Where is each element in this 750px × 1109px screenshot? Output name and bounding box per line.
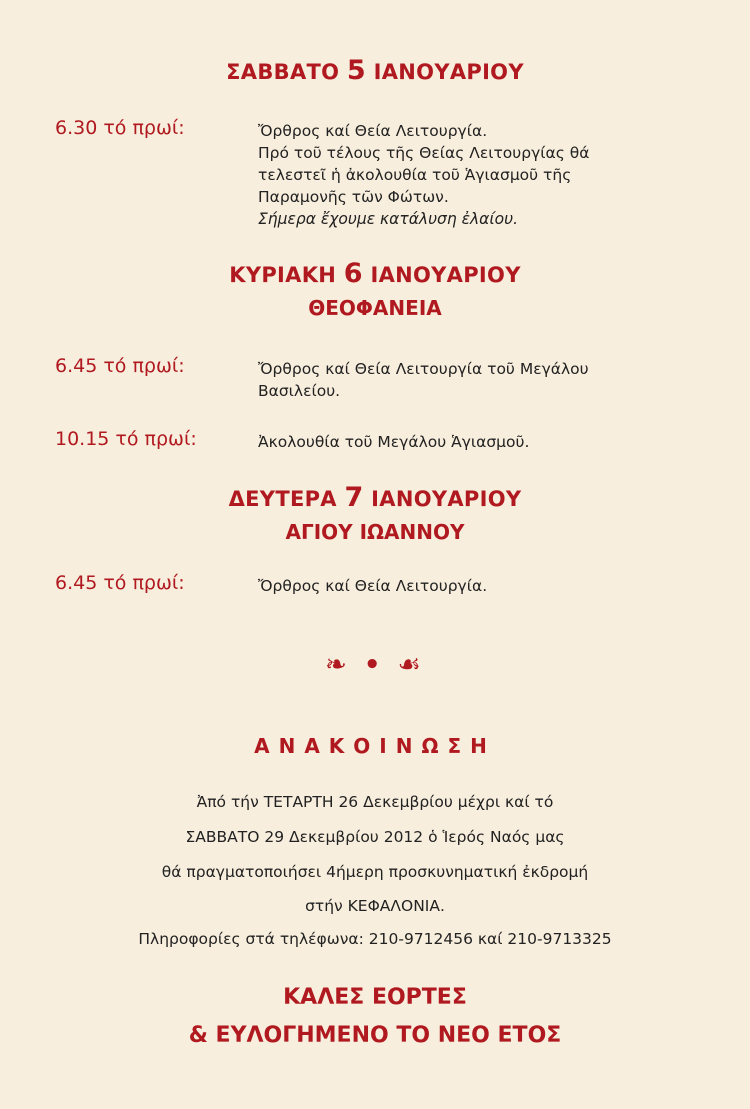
day2-heading-number: 6 <box>343 258 363 289</box>
day2-feast-title: ΘΕΟΦΑΝΕΙΑ <box>308 296 442 320</box>
day1-heading <box>0 55 750 86</box>
day2-heading <box>0 258 750 289</box>
day1-time: 6.30 τό πρωί: <box>55 117 185 139</box>
closing-greeting-1: ΚΑΛΕΣ ΕΟΡΤΕΣ <box>283 985 467 1010</box>
day2-description-2: Ἀκολουθία τοῦ Μεγάλου Ἁγιασμοῦ. <box>258 433 530 451</box>
day3-heading-number: 7 <box>344 482 364 513</box>
day3-time: 6.45 τό πρωί: <box>55 572 185 594</box>
announcement-phone-line: Πληροφορίες στά τηλέφωνα: 210-9712456 καί 210-9713325 <box>138 930 612 948</box>
day3-description: Ὄρθρος καί Θεία Λειτουργία. <box>258 577 488 595</box>
day1-line: Παραμονῆς τῶν Φώτων. <box>258 188 449 206</box>
day2-time-2: 10.15 τό πρωί: <box>55 428 197 450</box>
day1-heading-month: ΙΑΝΟΥΑΡΙΟΥ <box>366 60 524 84</box>
day3-heading <box>0 482 750 513</box>
day3-heading-weekday: ΔΕΥΤΕΡΑ <box>228 487 345 511</box>
day2-line: Ὄρθρος καί Θεία Λειτουργία τοῦ Μεγάλου <box>258 360 589 378</box>
day3-saint-title: ΑΓΙΟΥ ΙΩΑΝΝΟΥ <box>285 520 465 544</box>
day1-heading-number: 5 <box>346 55 367 86</box>
day1-line: τελεστεῖ ἡ ἀκολουθία τοῦ Ἁγιασμοῦ τῆς <box>258 166 572 184</box>
day2-heading-month: ΙΑΝΟΥΑΡΙΟΥ <box>362 263 521 287</box>
day2-time-1: 6.45 τό πρωί: <box>55 355 185 377</box>
fleuron-ornament-icon: ❧ • ☙ <box>325 650 425 680</box>
closing-greeting-2: & ΕΥΛΟΓΗΜΕΝΟ ΤΟ ΝΕΟ ΕΤΟΣ <box>188 1023 562 1048</box>
day1-fasting-note: Σήμερα ἔχουμε κατάλυση ἐλαίου. <box>258 210 519 228</box>
day1-line: Ὄρθρος καί Θεία Λειτουργία. <box>258 122 488 140</box>
announcement-line: θά πραγματοποιήσει 4ήμερη προσκυνηματική ἐκδρομή <box>161 863 589 881</box>
announcement-line: στήν ΚΕΦΑΛΟΝΙΑ. <box>305 897 445 915</box>
day2-line: Βασιλείου. <box>258 382 341 400</box>
day1-description <box>258 120 698 230</box>
day2-heading-weekday: ΚΥΡΙΑΚΗ <box>229 263 344 287</box>
announcement-line: ΣΑΒΒΑΤΟ 29 Δεκεμβρίου 2012 ὁ Ἱερός Ναός μας <box>185 828 565 846</box>
day1-line: Πρό τοῦ τέλους τῆς Θείας Λειτουργίας θά <box>258 144 590 162</box>
day2-description-1 <box>258 358 698 402</box>
day1-heading-weekday: ΣΑΒΒΑΤΟ <box>226 60 347 84</box>
announcement-title: ΑΝΑΚΟΙΝΩΣΗ <box>254 734 496 758</box>
day3-heading-month: ΙΑΝΟΥΑΡΙΟΥ <box>363 487 522 511</box>
announcement-line: Ἀπό τήν ΤΕΤΑΡΤΗ 26 Δεκεμβρίου μέχρι καί τό <box>196 793 554 811</box>
